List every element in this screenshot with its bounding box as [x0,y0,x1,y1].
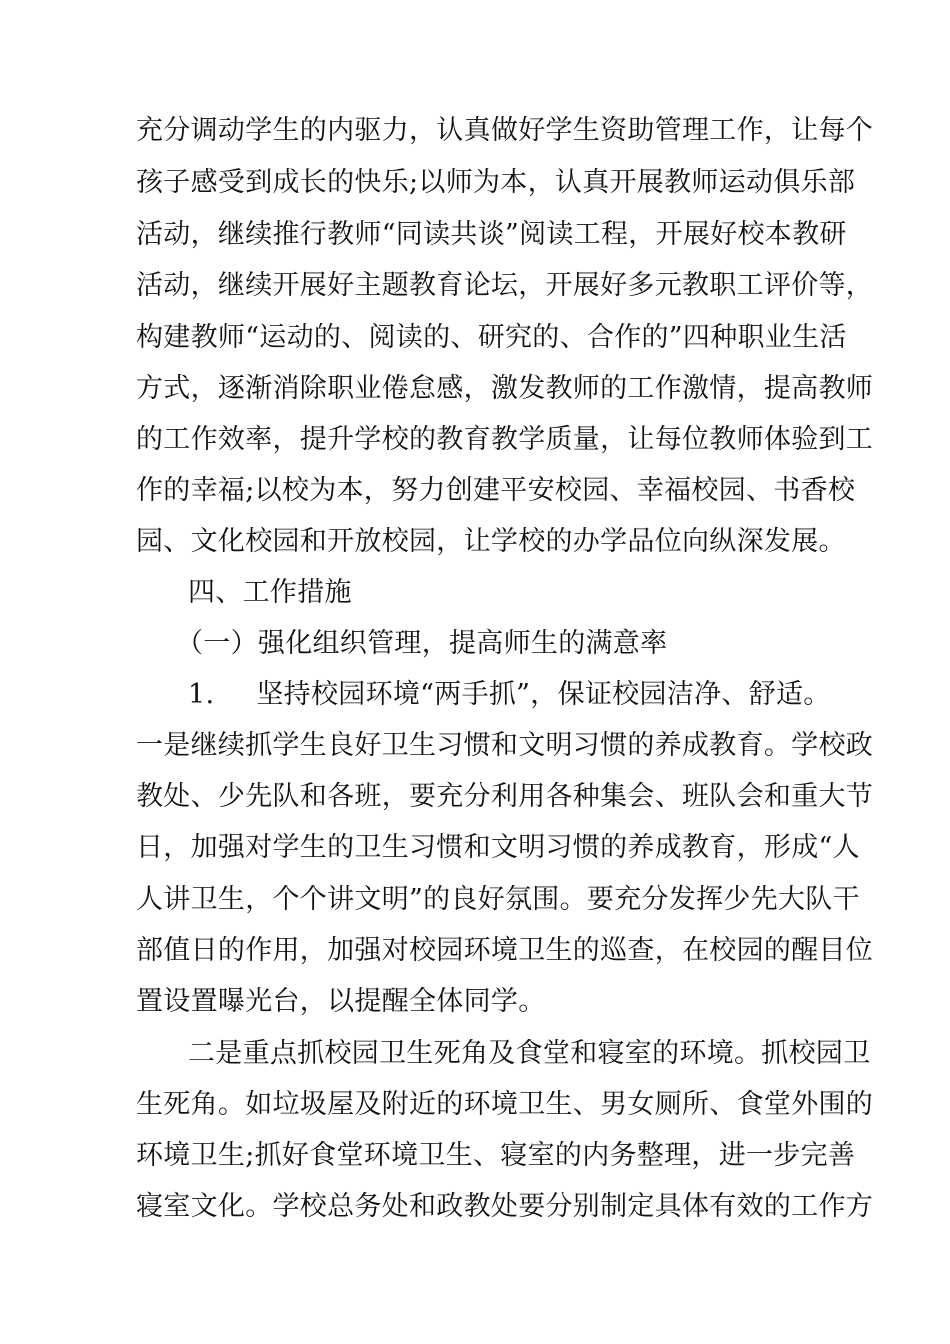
paragraph-2-line-4: 人讲卫生，个个讲文明”的良好氛围。要充分发挥少先大队干 [136,884,860,915]
paragraph-1-line-8: 作的幸福;以校为本，努力创建平安校园、幸福校园、书香校 [136,475,856,506]
item-title: 坚持校园环境“两手抓”，保证校园洁净、舒适。 [256,679,831,710]
paragraph-2-line-2: 教处、少先队和各班，要充分利用各种集会、班队会和重大节 [136,781,874,812]
subsection-heading: （一）强化组织管理，提高师生的满意率 [176,628,668,659]
paragraph-2-line-1: 一是继续抓学生良好卫生习惯和文明习惯的养成教育。学校政 [136,730,874,761]
paragraph-1-line-9: 园、文化校园和开放校园，让学校的办学品位向纵深发展。 [136,526,846,557]
paragraph-3-line-2: 生死角。如垃圾屋及附近的环境卫生、男女厕所、食堂外围的 [136,1089,874,1120]
paragraph-1-line-2: 孩子感受到成长的快乐;以师为本，认真开展教师运动俱乐部 [136,167,856,198]
paragraph-3-line-1: 二是重点抓校园卫生死角及食堂和寝室的环境。抓校园卫 [188,1038,871,1069]
section-heading: 四、工作措施 [188,577,352,608]
paragraph-3-line-3: 环境卫生;抓好食堂环境卫生、寝室的内务整理，进一步完善 [136,1140,856,1171]
paragraph-1-line-6: 方式，逐渐消除职业倦怠感，激发教师的工作激情，提高教师 [136,373,874,404]
paragraph-1-line-3: 活动，继续推行教师“同读共谈”阅读工程，开展好校本教研 [136,219,847,250]
numbered-item [188,675,831,715]
paragraph-3-line-4: 寝室文化。学校总务处和政教处要分别制定具体有效的工作方 [136,1191,874,1222]
paragraph-1-line-7: 的工作效率，提升学校的教育教学质量，让每位教师体验到工 [136,424,874,455]
paragraph-1-line-4: 活动，继续开展好主题教育论坛，开展好多元教职工评价等， [136,270,874,301]
paragraph-1-line-1: 充分调动学生的内驱力，认真做好学生资助管理工作，让每个 [136,115,874,146]
paragraph-1-line-5: 构建教师“运动的、阅读的、研究的、合作的”四种职业生活 [136,322,847,353]
item-number: 1. [188,679,215,710]
paragraph-2-line-6: 置设置曝光台，以提醒全体同学。 [136,986,546,1017]
paragraph-2-line-5: 部值日的作用，加强对校园环境卫生的巡查，在校园的醒目位 [136,935,874,966]
paragraph-2-line-3: 日，加强对学生的卫生习惯和文明习惯的养成教育，形成“人 [136,832,860,863]
